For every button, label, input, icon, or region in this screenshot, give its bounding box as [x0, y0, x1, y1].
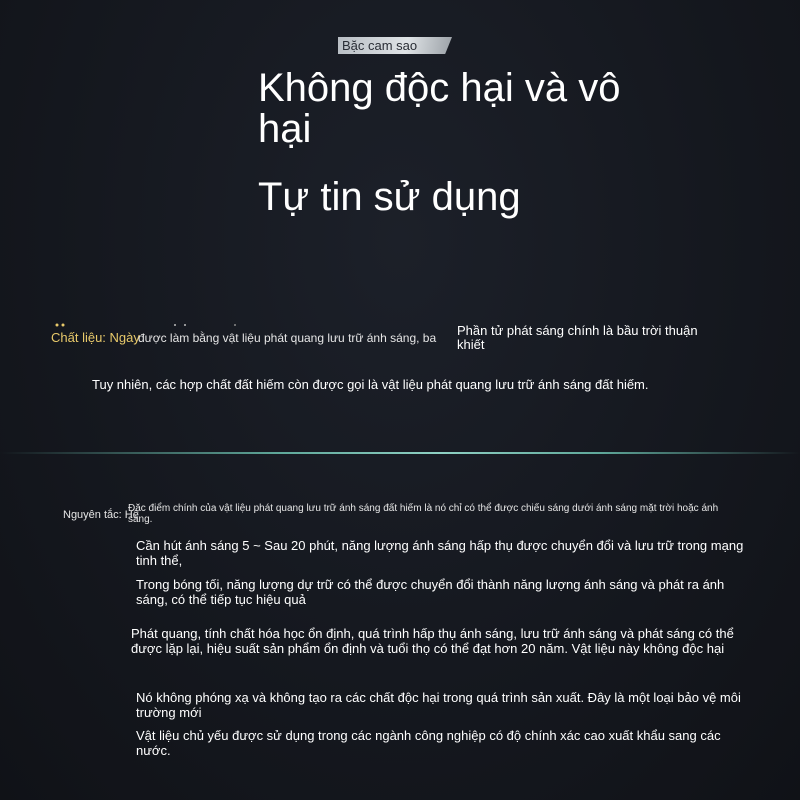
- rare-earth-note: Tuy nhiên, các hợp chất đất hiếm còn được gọi là vật liệu phát quang lưu trữ ánh sáng đất hiếm.: [92, 377, 649, 392]
- section-divider: [0, 452, 800, 454]
- headline-title: Không độc hại và vô hại: [258, 66, 621, 151]
- material-text: được làm bằng vật liệu phát quang lưu trữ ánh sáng, ba: [138, 331, 437, 345]
- principle-text: Đặc điểm chính của vật liệu phát quang lưu trữ ánh sáng đất hiếm là nó chỉ có thể được chiếu sáng dưới ánh sáng mặt trời hoặc ánh sáng.: [128, 503, 719, 525]
- decorative-dots: [55, 322, 455, 328]
- paragraph-stability: Phát quang, tính chất hóa học ổn định, quá trình hấp thụ ánh sáng, lưu trữ ánh sáng và phát sáng có thể được lặp lại, hiệu suất sản phẩm ổn định và tuổi thọ có thể đạt hơn 20 năm. Vật liệu này không độc hại: [131, 626, 734, 656]
- paragraph-darkness: Trong bóng tối, năng lượng dự trữ có thể được chuyển đổi thành năng lượng ánh sáng và phát ra ánh sáng, có thể tiếp tục hiệu quả: [136, 577, 725, 607]
- material-right-text: Phần tử phát sáng chính là bầu trời thuận khiết: [457, 323, 698, 352]
- paragraph-absorption: Cần hút ánh sáng 5 ~ Sau 20 phút, năng lượng ánh sáng hấp thụ được chuyển đổi và lưu trữ trong mạng tinh thể,: [136, 538, 744, 568]
- tag-label: Bặc cam sao: [342, 38, 418, 53]
- paragraph-usage: Vật liệu chủ yếu được sử dụng trong các ngành công nghiệp có độ chính xác cao xuất khẩu sang các nước.: [136, 728, 721, 758]
- material-label: Chất liệu: Ngày: [51, 330, 140, 345]
- principle-label: Nguyên tắc: Hệ: [63, 509, 139, 521]
- headline-subtitle: Tự tin sử dụng: [258, 175, 521, 219]
- paragraph-eco: Nó không phóng xạ và không tạo ra các chất độc hại trong quá trình sản xuất. Đây là một loại bảo vệ môi trường mới: [136, 690, 741, 720]
